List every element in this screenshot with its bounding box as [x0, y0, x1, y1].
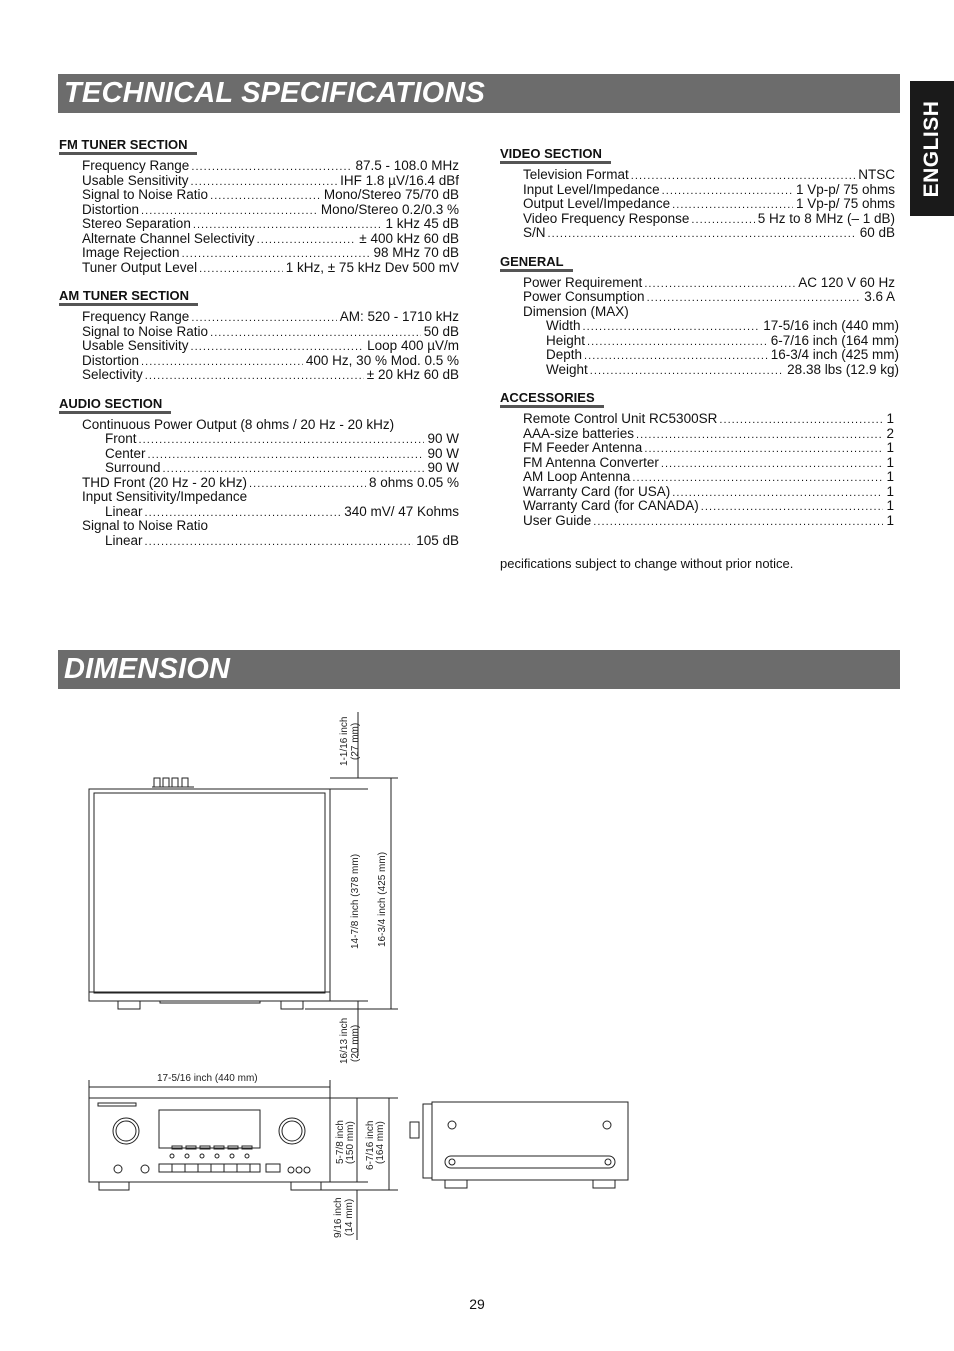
spec-row: Distortion . . . 400 Hz, 30 % Mod. 0.5 % [82, 354, 459, 369]
dim-top-gap-label: 1-1/16 inch [339, 716, 350, 766]
spec-row: Usable Sensitivity . . . IHF 1.8 µV/16.4 dBf [82, 174, 459, 189]
video-spec-list [500, 168, 899, 241]
dimension-labels [157, 717, 388, 1238]
dim-top-gap-mm-label: (27 mm) [350, 722, 361, 760]
spec-row: FM Antenna Converter . . . 1 [523, 456, 894, 471]
spec-row: Selectivity . . . ± 20 kHz 60 dB [82, 368, 459, 383]
spec-row: Center . . . 90 W [105, 447, 459, 462]
fm-section-title: FM TUNER SECTION [59, 138, 197, 155]
spec-row: Image Rejection . . . 98 MHz 70 dB [82, 246, 459, 261]
notice-text: pecifications subject to change without prior notice. [500, 556, 794, 571]
spec-row: Frequency Range . . . AM: 520 - 1710 kHz [82, 310, 459, 325]
spec-row: Tuner Output Level . . . 1 kHz, ± 75 kHz Dev 500 mV [82, 261, 459, 276]
dim-total-height-mm-label: (164 mm) [375, 1121, 386, 1164]
video-section-title: VIDEO SECTION [500, 147, 611, 164]
dim-total-height-label: 6-7/16 inch [365, 1120, 376, 1170]
side-view-drawing [410, 1102, 628, 1188]
fm-spec-list [59, 159, 459, 275]
accessories-list [500, 412, 899, 528]
spec-row: AM Loop Antenna . . . 1 [523, 470, 894, 485]
spec-row: Signal to Noise Ratio . . . Mono/Stereo 75/70 dB [82, 188, 459, 203]
spec-row: Distortion . . . Mono/Stereo 0.2/0.3 % [82, 203, 459, 218]
spec-row: AAA-size batteries . . . 2 [523, 427, 894, 442]
dim-total-depth-label: 16-3/4 inch (425 mm) [377, 851, 388, 947]
dim-width-label: 17-5/16 inch (440 mm) [157, 1073, 258, 1084]
spec-row: Warranty Card (for USA) . . . 1 [523, 485, 894, 500]
spec-row: Surround . . . 90 W [105, 461, 459, 476]
audio-section-title: AUDIO SECTION [59, 397, 171, 414]
spec-row: User Guide . . . 1 [523, 514, 894, 529]
dim-front-height-label: 5-7/8 inch [335, 1120, 346, 1164]
spec-row: S/N . . . 60 dB [523, 226, 895, 241]
spec-row: Width . . . 17-5/16 inch (440 mm) [546, 319, 899, 334]
dim-bottom-label: 9/16 inch [333, 1197, 344, 1238]
spec-row: Video Frequency Response . . . 5 Hz to 8 MHz (– 1 dB) [523, 212, 895, 227]
spec-row: THD Front (20 Hz - 20 kHz) . . . 8 ohms 0.05 % [82, 476, 459, 491]
general-spec-list [500, 276, 899, 378]
language-tab [910, 81, 954, 216]
am-section-title: AM TUNER SECTION [59, 289, 198, 306]
power-label: Continuous Power Output (8 ohms / 20 Hz - 20 kHz) [82, 416, 395, 432]
dim-body-depth-label: 14-7/8 inch (378 mm) [350, 853, 361, 949]
left-spec-column [59, 137, 459, 548]
spec-row: Warranty Card (for CANADA) . . . 1 [523, 499, 894, 514]
spec-row: Depth . . . 16-3/4 inch (425 mm) [546, 348, 899, 363]
snr-label: Signal to Noise Ratio [82, 518, 209, 533]
dimension-title: DIMENSION [58, 650, 900, 689]
general-section-title: GENERAL [500, 255, 573, 272]
accessories-section-title: ACCESSORIES [500, 391, 604, 408]
dim-bottom-mm-label: (14 mm) [344, 1198, 355, 1236]
spec-row: Height . . . 6-7/16 inch (164 mm) [546, 334, 899, 349]
spec-row: Frequency Range . . . 87.5 - 108.0 MHz [82, 159, 459, 174]
dimension-label: Dimension (MAX) [523, 303, 629, 319]
spec-row: Front . . . 90 W [105, 432, 459, 447]
spec-row: Television Format . . . NTSC [523, 168, 895, 183]
right-spec-column [500, 146, 899, 528]
spec-row: Remote Control Unit RC5300SR . . . 1 [523, 412, 894, 427]
spec-row: FM Feeder Antenna . . . 1 [523, 441, 894, 456]
input-label: Input Sensitivity/Impedance [82, 489, 248, 504]
spec-row: Linear . . . 105 dB [105, 534, 459, 549]
spec-row: Output Level/Impedance . . . 1 Vp-p/ 75 ohms [523, 197, 895, 212]
spec-row: Power Requirement . . . AC 120 V 60 Hz [523, 276, 895, 291]
audio-spec-list [59, 418, 459, 549]
spec-row: Stereo Separation . . . 1 kHz 45 dB [82, 217, 459, 232]
page-number: 29 [469, 1296, 485, 1312]
page-title: TECHNICAL SPECIFICATIONS [58, 74, 900, 113]
dim-foot-label: 16/13 inch [339, 1017, 350, 1064]
spec-row: Usable Sensitivity . . . Loop 400 µV/m [82, 339, 459, 354]
spec-row: Signal to Noise Ratio . . . 50 dB [82, 325, 459, 340]
dimension-drawing [0, 690, 954, 1330]
language-tab-label: ENGLISH [920, 100, 943, 197]
spec-row: Input Level/Impedance . . . 1 Vp-p/ 75 ohms [523, 183, 895, 198]
spec-row: Linear . . . 340 mV/ 47 Kohms [105, 505, 459, 520]
dim-foot-mm-label: (20 mm) [350, 1024, 361, 1062]
spec-row: Weight . . . 28.38 lbs (12.9 kg) [546, 363, 899, 378]
spec-row: Alternate Channel Selectivity . . . ± 400 kHz 60 dB [82, 232, 459, 247]
am-spec-list [59, 310, 459, 383]
spec-row: Power Consumption . . . 3.6 A [523, 290, 895, 305]
dim-front-height-mm-label: (150 mm) [345, 1121, 356, 1164]
